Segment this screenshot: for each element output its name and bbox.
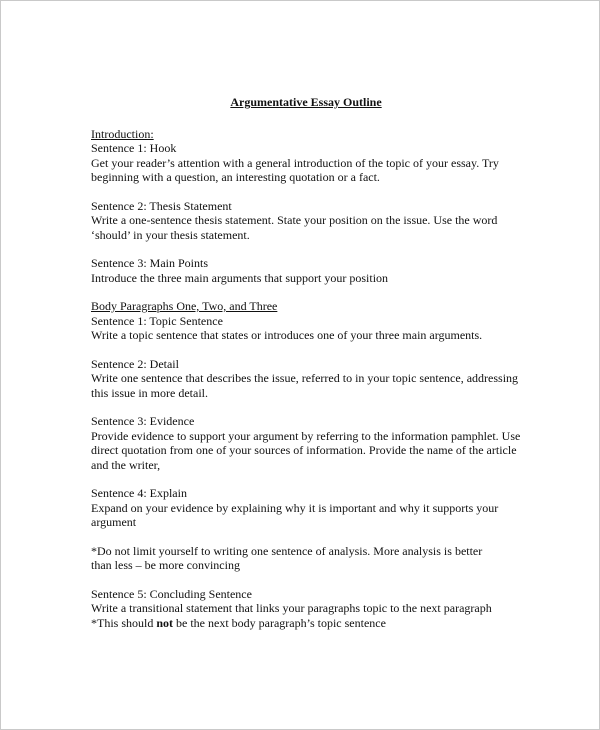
explain-label: Sentence 4: Explain [91,486,187,500]
spacer [91,343,531,357]
detail-label: Sentence 2: Detail [91,356,179,371]
hook-label: Sentence 1: Hook [91,141,177,155]
topic-sentence-text-line: Write a topic sentence that states or introduces one of your three main arguments. [91,328,483,342]
thesis-text-line: ‘should’ in your thesis statement. [91,227,250,242]
explain-text-line: argument [91,515,137,529]
spacer [91,472,531,486]
explain-text-line: Expand on your evidence by explaining why it is important and why it supports your [91,500,499,515]
topic-sentence-label: Sentence 1: Topic Sentence [91,313,223,328]
concluding-sentence-label: Sentence 5: Concluding Sentence [91,586,252,601]
introduction-heading: Introduction: [91,126,154,141]
body-paragraphs-heading: Body Paragraphs One, Two, and Three [91,299,278,313]
concluding-note-line [91,616,531,631]
detail-text-line: this issue in more detail. [91,385,208,400]
thesis-text-line: Write a one-sentence thesis statement. State your position on the issue. Use the word [91,213,498,227]
evidence-label: Sentence 3: Evidence [91,414,195,428]
concluding-note-pre: *This should [91,615,157,630]
spacer [91,400,531,414]
spacer [91,573,531,587]
evidence-text-line: Provide evidence to support your argument by referring to the information pamphlet. Use [91,428,521,443]
analysis-note-line: than less – be more convincing [91,558,240,572]
analysis-note-line: *Do not limit yourself to writing one sentence of analysis. More analysis is better [91,543,483,558]
spacer [91,530,531,544]
main-points-text-line: Introduce the three main arguments that support your position [91,270,389,285]
spacer [91,185,531,199]
hook-text-line: beginning with a question, an interesting quotation or a fact. [91,170,380,184]
concluding-note-emphasis: not [156,615,174,630]
evidence-text-line: direct quotation from one of your sources of information. Provide the name of the article [91,443,517,457]
thesis-label: Sentence 2: Thesis Statement [91,198,232,213]
main-points-label: Sentence 3: Main Points [91,256,208,270]
spacer [91,285,531,299]
evidence-text-line: and the writer, [91,457,161,472]
concluding-text-line: Write a transitional statement that links your paragraphs topic to the next paragraph [91,601,492,615]
document-title: Argumentative Essay Outline [230,95,382,109]
document-body [91,95,531,630]
spacer [91,242,531,256]
hook-text-line: Get your reader’s attention with a general introduction of the topic of your essay. Try [91,155,499,170]
concluding-note-post: be the next body paragraph’s topic sentence [173,615,386,630]
detail-text-line: Write one sentence that describes the issue, referred to in your topic sentence, addressing [91,371,519,385]
